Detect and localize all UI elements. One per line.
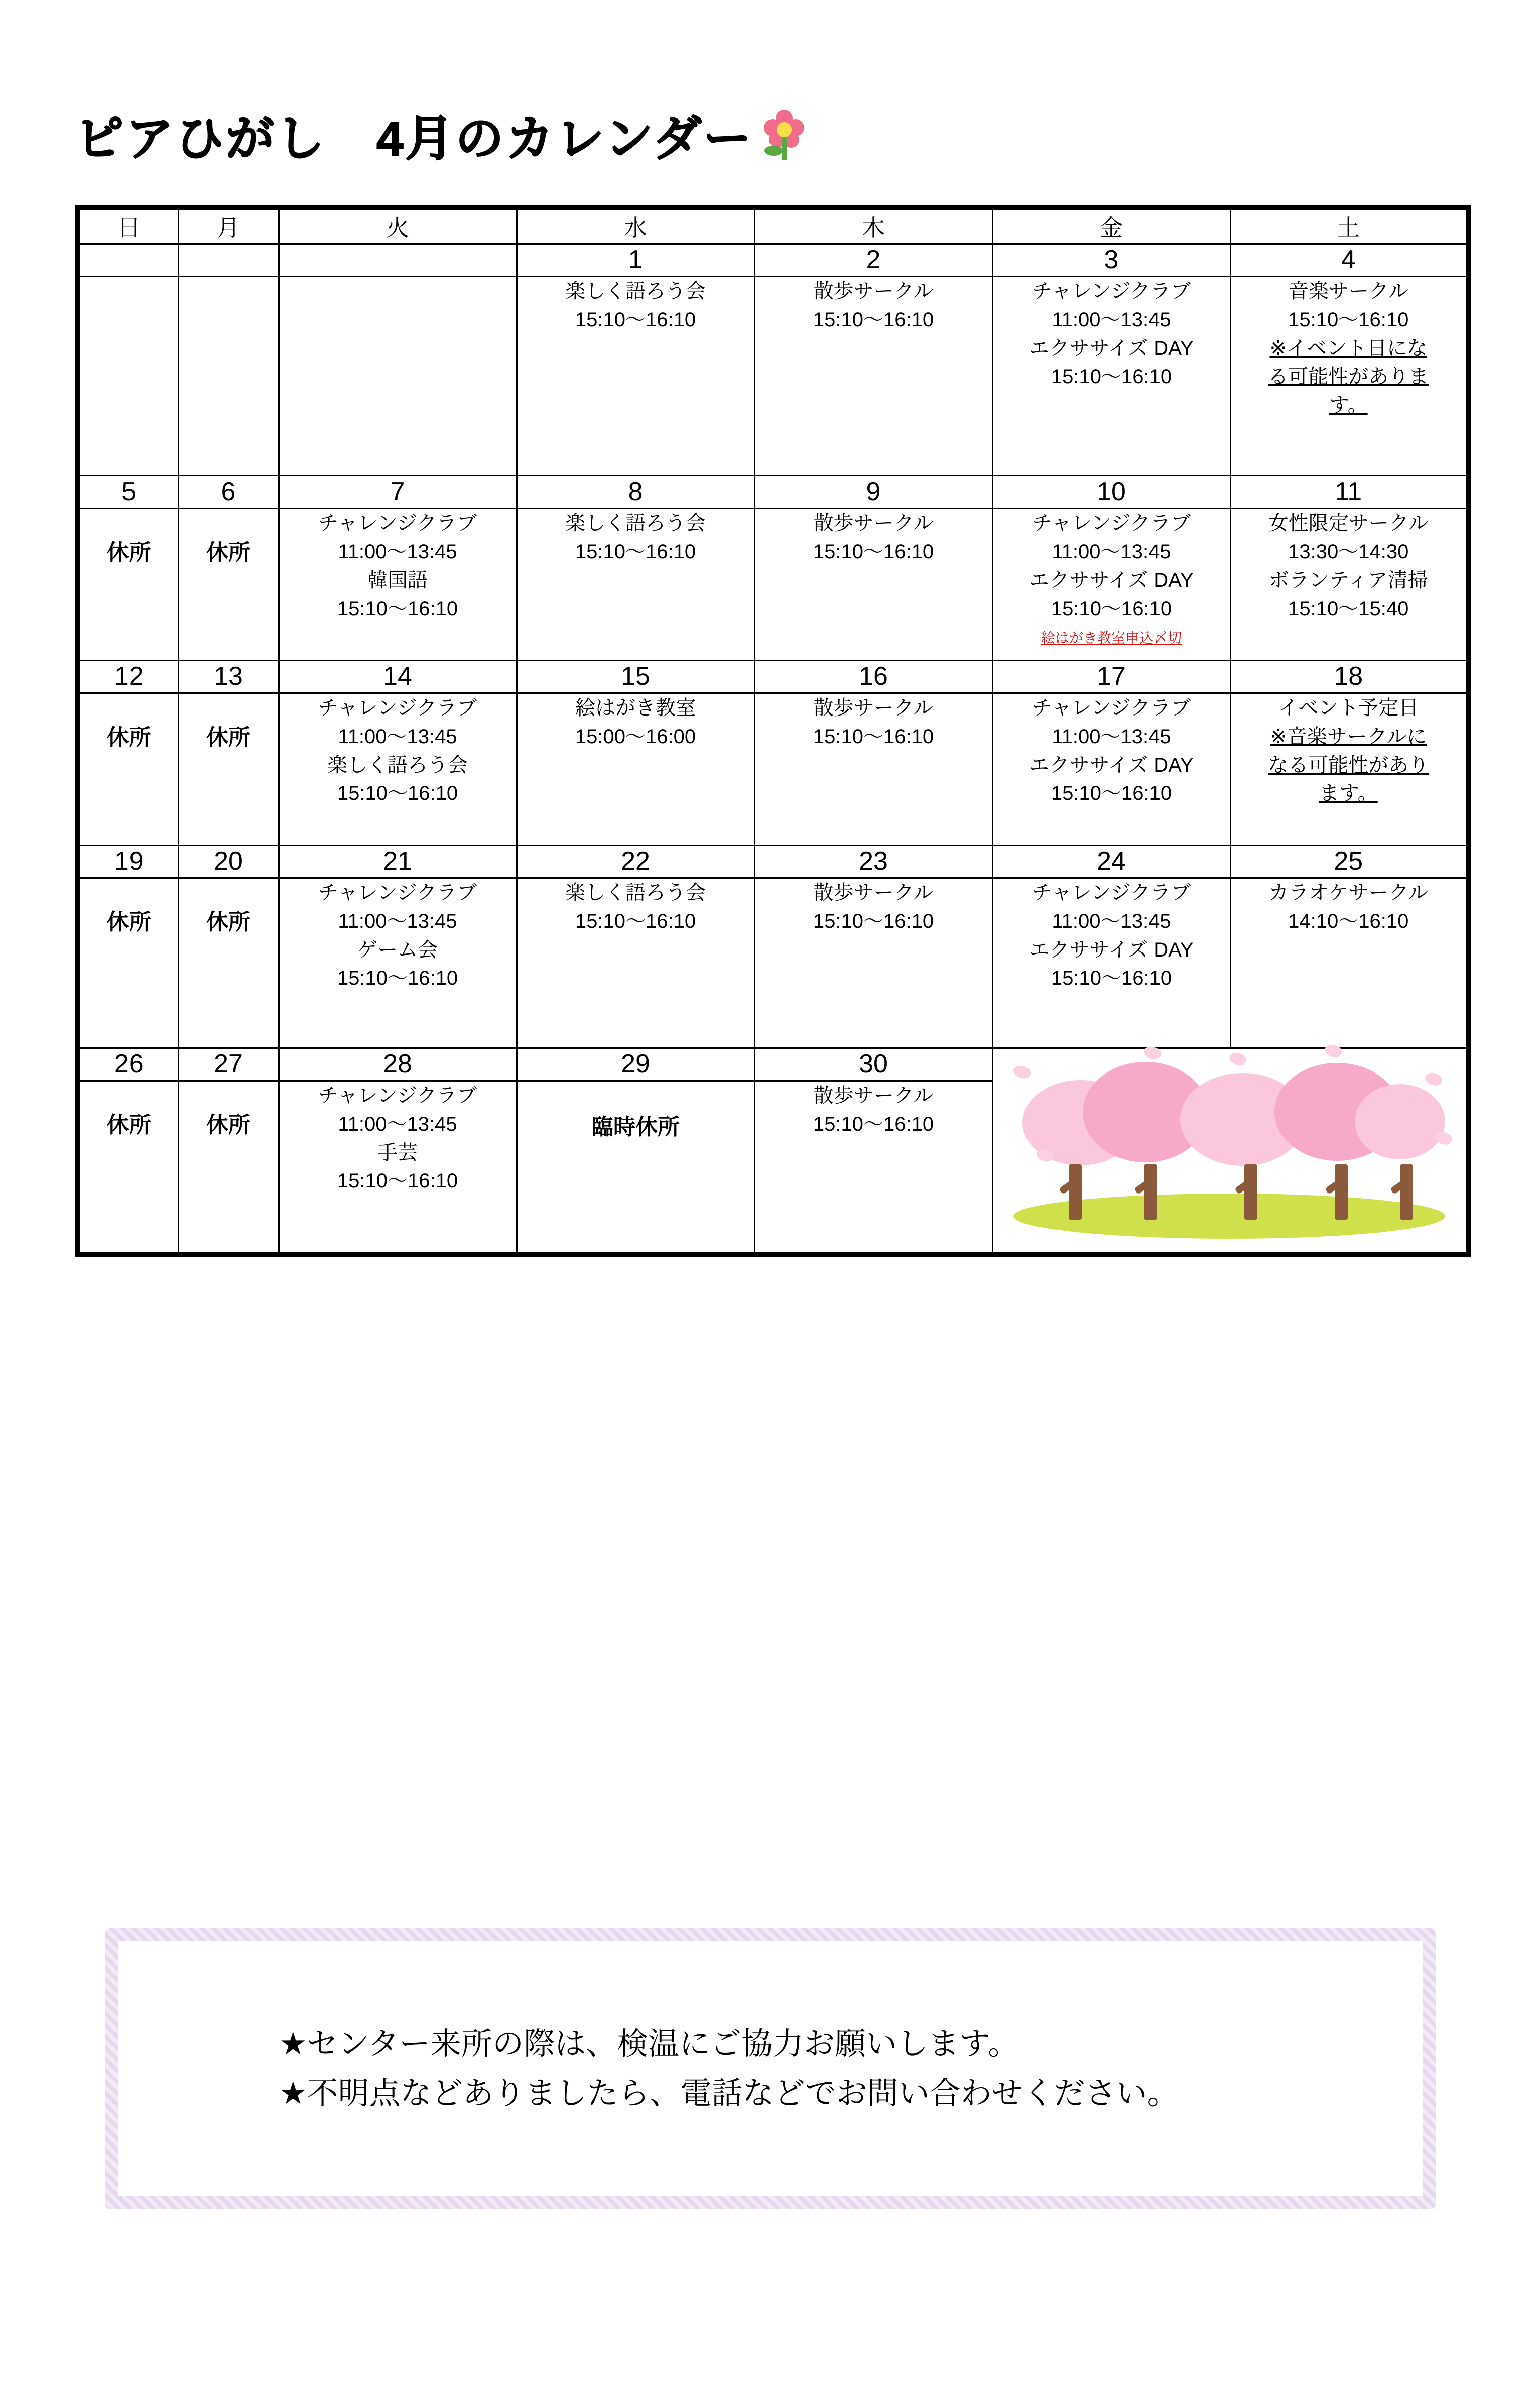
- event-line: 15:10～16:10: [813, 910, 934, 932]
- petal-shape: [1423, 1070, 1444, 1088]
- petal-shape: [1323, 1042, 1343, 1060]
- week1-content-row: [78, 277, 1468, 476]
- day-cell-apr-21: [279, 878, 517, 1048]
- tree-trunk: [1335, 1164, 1348, 1220]
- event-line: 14:10～16:10: [1288, 910, 1409, 932]
- calendar-table-wrapper: [75, 205, 1466, 1257]
- event-line: 15:10～16:10: [813, 308, 934, 331]
- day-cell-apr-13: [178, 693, 279, 846]
- event-line: 11:00～13:45: [338, 540, 457, 563]
- event-line: 11:00～13:45: [1052, 540, 1171, 563]
- event-line: チャレンジクラブ: [1032, 882, 1191, 904]
- day-number-apr-9: 9: [754, 476, 992, 509]
- calendar-week-2: [78, 476, 1468, 661]
- event-line: 散歩サークル: [813, 280, 934, 302]
- weekday-header-fri: 金: [992, 207, 1230, 244]
- notice-inner: [118, 1941, 1423, 2196]
- event-line: 11:00～13:45: [338, 910, 457, 932]
- event-line: 15:10～16:10: [337, 782, 458, 805]
- weekday-header-wed: 水: [517, 207, 754, 244]
- closed-label: 休所: [206, 1113, 250, 1137]
- event-line: 15:10～16:10: [337, 598, 458, 620]
- tree-trunk: [1069, 1164, 1082, 1220]
- day-cell-apr-23: [754, 878, 992, 1048]
- day-cell-apr-4: [1230, 277, 1468, 476]
- event-line: チャレンジクラブ: [1032, 512, 1191, 534]
- day-cell-apr-20: [178, 878, 279, 1048]
- event-line: 散歩サークル: [813, 1085, 934, 1107]
- day-number-apr-13: 13: [178, 661, 279, 693]
- sakura-trees-illustration: [993, 1014, 1469, 1250]
- event-line: 15:10～16:10: [813, 540, 934, 563]
- event-line: 散歩サークル: [813, 512, 934, 534]
- event-line: ボランティア清掃: [1268, 569, 1428, 591]
- day-number-apr-30: 30: [754, 1048, 992, 1081]
- event-line: 15:10～16:10: [575, 540, 696, 563]
- flower-icon: [756, 107, 812, 163]
- day-cell-apr-29: [517, 1081, 754, 1255]
- event-line: 15:10～16:10: [1051, 366, 1172, 388]
- day-cell-w1-tue: [279, 277, 517, 476]
- day-number-apr-12: 12: [78, 661, 178, 693]
- notice-line-1: ★センター来所の際は、検温にご協力お願いします。: [279, 2026, 1019, 2061]
- week2-number-row: [78, 476, 1468, 509]
- day-cell-apr-9: [754, 509, 992, 661]
- day-cell-apr-30: [754, 1081, 992, 1255]
- day-cell-apr-28: [279, 1081, 517, 1255]
- deadline-note: 絵はがき教室申込〆切: [1041, 630, 1182, 646]
- day-number-apr-17: 17: [992, 661, 1230, 693]
- day-cell-apr-11: [1230, 509, 1468, 661]
- event-line: 楽しく語ろう会: [565, 512, 706, 534]
- day-number-apr-22: 22: [517, 846, 754, 878]
- weekday-header-mon: 月: [178, 207, 279, 244]
- tree-canopy: [1355, 1084, 1445, 1159]
- day-number-w1-thu: 2: [754, 244, 992, 277]
- day-number-apr-19: 19: [78, 846, 178, 878]
- event-line: 15:10～16:10: [337, 1170, 458, 1193]
- event-note-line: ※イベント日にな: [1269, 337, 1427, 360]
- event-line: 楽しく語ろう会: [565, 882, 706, 904]
- event-note-line: なる可能性があり: [1268, 754, 1429, 776]
- day-cell-apr-2: [754, 277, 992, 476]
- calendar-table: [75, 205, 1471, 1257]
- event-line: エクササイズ DAY: [1029, 569, 1194, 591]
- event-line: 15:00～16:00: [575, 725, 696, 748]
- day-cell-apr-16: [754, 693, 992, 846]
- week1-number-row: [78, 244, 1468, 277]
- event-line: チャレンジクラブ: [1032, 697, 1191, 719]
- day-number-apr-26: 26: [78, 1048, 178, 1081]
- tree-trunk: [1244, 1164, 1257, 1220]
- day-number-apr-18: 18: [1230, 661, 1468, 693]
- calendar-week-5: [78, 1048, 1468, 1255]
- page-title-text: ピアひがし 4月のカレンダー: [75, 112, 754, 166]
- event-line: 散歩サークル: [813, 697, 934, 719]
- event-line: 13:30～14:30: [1288, 540, 1409, 563]
- event-note-line: る可能性がありま: [1268, 366, 1429, 388]
- event-line: ゲーム会: [357, 938, 438, 961]
- event-line: 15:10～16:10: [337, 967, 458, 990]
- day-number-w1-sun: [78, 244, 178, 277]
- week3-content-row: [78, 693, 1468, 846]
- day-cell-w1-mon: [178, 277, 279, 476]
- event-line: 15:10～16:10: [1051, 598, 1172, 620]
- tree-trunk: [1400, 1164, 1413, 1220]
- weekday-header-tue: 火: [279, 207, 517, 244]
- day-number-apr-11: 11: [1230, 476, 1468, 509]
- event-line: エクササイズ DAY: [1029, 337, 1194, 360]
- day-number-apr-5: 5: [78, 476, 178, 509]
- event-line: 15:10～16:10: [575, 308, 696, 331]
- day-number-apr-25: 25: [1230, 846, 1468, 878]
- event-line: 15:10～16:10: [1288, 308, 1409, 331]
- event-line: 女性限定サークル: [1268, 512, 1429, 534]
- event-line: 11:00～13:45: [338, 725, 457, 748]
- day-number-apr-29: 29: [517, 1048, 754, 1081]
- event-line: 手芸: [377, 1141, 418, 1164]
- day-number-apr-27: 27: [178, 1048, 279, 1081]
- day-number-apr-16: 16: [754, 661, 992, 693]
- closed-label: 休所: [106, 1113, 151, 1137]
- weekday-header-sun: 日: [78, 207, 178, 244]
- event-line: 11:00～13:45: [1052, 308, 1171, 331]
- event-line: 楽しく語ろう会: [327, 754, 468, 776]
- day-cell-w1-sun: [78, 277, 178, 476]
- event-line: 楽しく語ろう会: [565, 280, 706, 302]
- day-number-apr-6: 6: [178, 476, 279, 509]
- week5-number-row: [78, 1048, 1468, 1081]
- closed-label: 休所: [106, 725, 151, 750]
- day-number-w1-sat: 4: [1230, 244, 1468, 277]
- day-cell-apr-14: [279, 693, 517, 846]
- calendar-week-1: [78, 244, 1468, 476]
- event-line: エクササイズ DAY: [1029, 938, 1194, 961]
- event-line: エクササイズ DAY: [1029, 754, 1194, 776]
- week2-content-row: [78, 509, 1468, 661]
- day-number-apr-23: 23: [754, 846, 992, 878]
- event-line: 15:10～16:10: [1051, 782, 1172, 805]
- day-number-w1-fri: 3: [992, 244, 1230, 277]
- day-number-apr-21: 21: [279, 846, 517, 878]
- closed-label: 休所: [106, 910, 151, 934]
- weekday-header-row: [78, 207, 1468, 244]
- event-line: 絵はがき教室: [575, 697, 696, 719]
- closed-label: 休所: [206, 540, 250, 565]
- day-number-apr-20: 20: [178, 846, 279, 878]
- day-cell-apr-15: [517, 693, 754, 846]
- event-line: 11:00～13:45: [1052, 725, 1171, 748]
- event-note-line: す。: [1329, 394, 1368, 417]
- event-line: 11:00～13:45: [338, 1113, 457, 1135]
- event-line: イベント予定日: [1278, 697, 1419, 719]
- day-cell-apr-7: [279, 509, 517, 661]
- event-line: 15:10～16:10: [1051, 967, 1172, 990]
- day-number-apr-7: 7: [279, 476, 517, 509]
- event-line: チャレンジクラブ: [318, 697, 477, 719]
- day-cell-apr-10: [992, 509, 1230, 661]
- day-number-apr-28: 28: [279, 1048, 517, 1081]
- day-cell-apr-6: [178, 509, 279, 661]
- day-cell-apr-8: [517, 509, 754, 661]
- event-line: チャレンジクラブ: [318, 512, 477, 534]
- notice-line-2: ★不明点などありましたら、電話などでお問い合わせください。: [279, 2076, 1179, 2111]
- calendar-week-3: [78, 661, 1468, 846]
- day-number-apr-15: 15: [517, 661, 754, 693]
- event-line: 11:00～13:45: [1052, 910, 1171, 932]
- event-line: 音楽サークル: [1288, 280, 1408, 302]
- closed-label: 休所: [206, 910, 250, 934]
- event-line: 15:10～16:10: [813, 725, 934, 748]
- day-cell-apr-19: [78, 878, 178, 1048]
- event-note-line: ※音楽サークルに: [1270, 725, 1427, 748]
- weekday-header-thu: 木: [754, 207, 992, 244]
- week3-number-row: [78, 661, 1468, 693]
- event-line: チャレンジクラブ: [318, 1085, 477, 1107]
- day-cell-apr-27: [178, 1081, 279, 1255]
- sakura-illustration-cell: [992, 1048, 1468, 1255]
- day-cell-apr-12: [78, 693, 178, 846]
- day-number-apr-14: 14: [279, 661, 517, 693]
- day-cell-apr-5: [78, 509, 178, 661]
- event-line: 15:10～16:10: [813, 1113, 934, 1135]
- day-cell-apr-22: [517, 878, 754, 1048]
- petal-shape: [1011, 1063, 1032, 1081]
- weekday-header-sat: 土: [1230, 207, 1468, 244]
- event-line: 散歩サークル: [813, 882, 934, 904]
- event-note-line: ます。: [1319, 782, 1378, 805]
- day-number-w1-tue: [279, 244, 517, 277]
- event-line: カラオケサークル: [1268, 882, 1429, 904]
- event-line: チャレンジクラブ: [1032, 280, 1191, 302]
- day-cell-apr-17: [992, 693, 1230, 846]
- event-line: チャレンジクラブ: [318, 882, 477, 904]
- closed-label: 休所: [106, 540, 151, 565]
- day-cell-apr-1: [517, 277, 754, 476]
- tree-trunk: [1144, 1164, 1157, 1220]
- day-number-apr-10: 10: [992, 476, 1230, 509]
- page-title: [75, 100, 812, 169]
- closed-label: 臨時休所: [591, 1115, 680, 1139]
- event-line: 15:10～15:40: [1288, 598, 1409, 620]
- day-number-apr-8: 8: [517, 476, 754, 509]
- petal-shape: [1227, 1050, 1248, 1068]
- closed-label: 休所: [206, 725, 250, 750]
- day-number-w1-wed: 1: [517, 244, 754, 277]
- notice-box: [105, 1928, 1436, 2209]
- event-line: 韓国語: [367, 569, 428, 591]
- day-cell-apr-18: [1230, 693, 1468, 846]
- day-cell-apr-3: [992, 277, 1230, 476]
- event-line: 15:10～16:10: [575, 910, 696, 932]
- petal-shape: [1142, 1044, 1163, 1062]
- day-number-apr-24: 24: [992, 846, 1230, 878]
- week4-number-row: [78, 846, 1468, 878]
- day-number-w1-mon: [178, 244, 279, 277]
- day-cell-apr-26: [78, 1081, 178, 1255]
